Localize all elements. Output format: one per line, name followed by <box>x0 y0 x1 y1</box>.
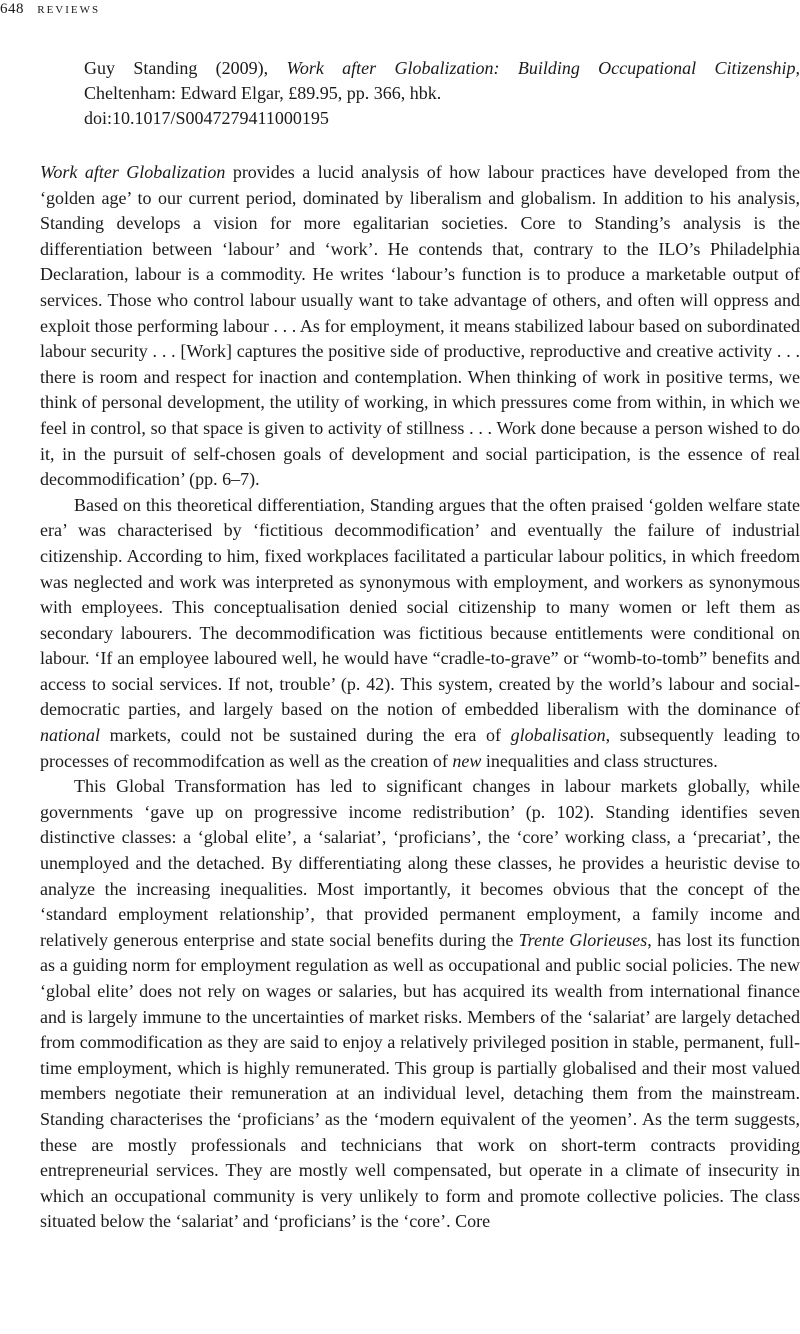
paragraph-1: Work after Globalization provides a lucid analysis of how labour practices have developed from the ‘golden age’ to our current period, dominated by liberalism and globalism. In addition to his analysis, Standing develops a vision for more egalitarian societies. Core to Standing’s analysis is the differentiation between ‘labour’ and ‘work’. He contends that, contrary to the ILO’s Philadelphia Declaration, labour is a commodity. He writes ‘labour’s function is to produce a marketable output of services. Those who control labour usually want to take advantage of others, and often will oppress and exploit those performing labour . . . As for employment, it means stabilized labour based on subordinated labour security . . . [Work] captures the positive side of productive, reproductive and creative activity . . . there is room and respect for inaction and contemplation. When thinking of work in positive terms, we think of personal development, the utility of working, in which pressures come from within, in which we feel in control, so that space is given to activity of stillness . . . Work done because a person wished to do it, in the pursuit of self-chosen goals of development and social participation, is the essence of real decommodification’ (pp. 6–7). <box>40 162 800 490</box>
citation-book-title: Work after Globalization: Building Occupational Citizenship <box>286 58 796 78</box>
emphasis-national: national <box>40 725 101 746</box>
emphasis-globalisation: globalisation <box>510 725 606 746</box>
section-label: reviews <box>37 1 101 17</box>
citation-publisher: Cheltenham: Edward Elgar, £89.95, pp. 366, hbk. <box>84 83 442 103</box>
emphasis-new: new <box>452 750 482 771</box>
book-citation <box>84 56 800 131</box>
page-number: 648 <box>0 1 24 17</box>
citation-author-year: Guy Standing (2009), <box>84 58 287 78</box>
paragraph-2: Based on this theoretical differentiation, Standing argues that the often praised ‘golden welfare state era’ was characterised by ‘fictitious decommodification’ and eventually the failure of industrial citizenship. According to him, fixed workplaces facilitated a particular labour politics, in which freedom was neglected and work was interpreted as synonymous with employment, and workers as synonymous with employees. This conceptualisation denied social citizenship to many women or left them as secondary labourers. The decommodification was fictitious because entitlements were conditional on labour. ‘If an employee laboured well, he would have “cradle-to-grave” or “womb-to-tomb” benefits and access to social services. If not, trouble’ (p. 42). This system, created by the world’s labour and social-democratic parties, and largely based on the notion of embedded liberalism with the dominance of national markets, could not be sustained during the era of globalisation, subsequently leading to processes of recommodifcation as well as the creation of new inequalities and class structures. <box>40 494 800 771</box>
review-body <box>40 160 800 1235</box>
running-header <box>0 0 100 20</box>
book-title-emphasis: Work after Globalization <box>40 162 226 182</box>
citation-author-title: Guy Standing (2009), Work after Globalization: Building Occupational Citizenship, <box>84 58 800 78</box>
paragraph-3: This Global Transformation has led to significant changes in labour markets globally, while governments ‘gave up on progressive income redistribution’ (p. 102). Standing identifies seven distinctive classes: a ‘global elite’, a ‘salariat’, ‘proficians’, the ‘core’ working class, a ‘precariat’, the unemployed and the detached. By differentiating along these classes, he provides a heuristic devise to analyze the increasing inequalities. Most importantly, it becomes obvious that the concept of the ‘standard employment relationship’, that provided permanent employment, a family income and relatively generous enterprise and state social benefits during the Trente Glorieuses, has lost its function as a guiding norm for employment regulation as well as occupational and public social policies. The new ‘global elite’ does not rely on wages or salaries, but has acquired its wealth from international finance and is largely immune to the uncertainties of market risks. Members of the ‘salariat’ are largely detached from commodification as they are said to enjoy a relatively privileged position in stable, permanent, full-time employment, which is highly remunerated. This group is partially globalised and their most valued members negotiate their remuneration at an individual level, detaching them from the mainstream. Standing characterises the ‘proficians’ as the ‘modern equivalent of the yeomen’. As the term suggests, these are mostly professionals and technicians that work on short-term contracts providing entrepreneurial services. They are mostly well compensated, but operate in a climate of insecurity in which an occupational community is very unlikely to form and promote collective policies. The class situated below the ‘salariat’ and ‘proficians’ is the ‘core’. Core <box>40 776 800 1232</box>
citation-doi[interactable]: doi:10.1017/S0047279411000195 <box>84 108 329 128</box>
emphasis-trente-glorieuses: Trente Glorieuses <box>518 929 648 950</box>
